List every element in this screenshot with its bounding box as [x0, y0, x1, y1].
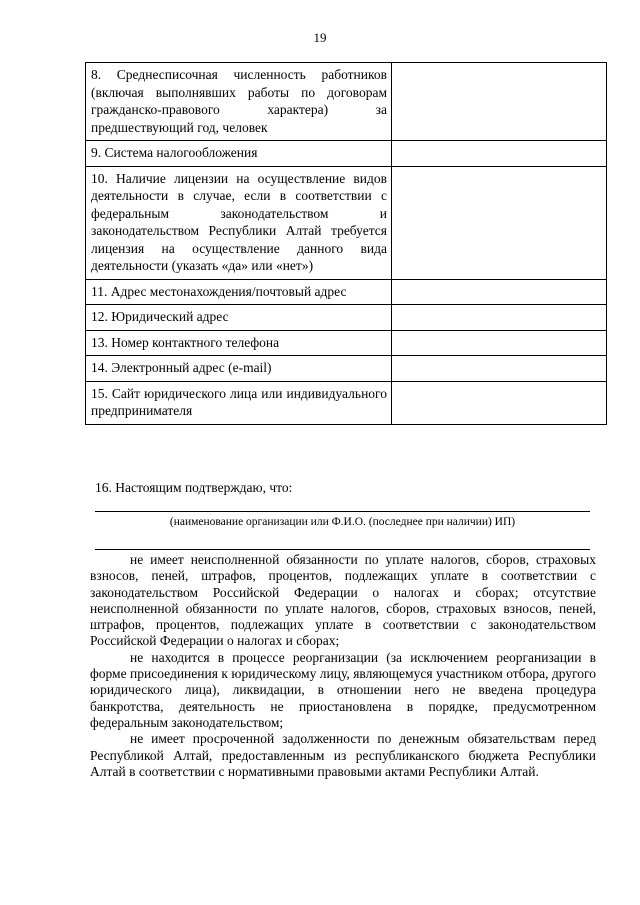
row-value-tax-system[interactable]: [392, 141, 607, 167]
row-label-phone: 13. Номер контактного телефона: [86, 330, 392, 356]
table-row: [86, 166, 607, 279]
row-label-website: 15. Сайт юридического лица или индивидуального предпринимателя: [86, 381, 392, 424]
organization-name-line-2: [95, 549, 590, 550]
table-row: [86, 381, 607, 424]
row-label-tax-system: 9. Система налогообложения: [86, 141, 392, 167]
table-row: [86, 305, 607, 331]
row-value-employees[interactable]: [392, 63, 607, 141]
organization-name-caption: (наименование организации или Ф.И.О. (последнее при наличии) ИП): [169, 516, 516, 528]
row-label-postal-address: 11. Адрес местонахождения/почтовый адрес: [86, 279, 392, 305]
row-value-legal-address[interactable]: [392, 305, 607, 331]
row-label-employees: 8. Среднесписочная численность работников (включая выполнявших работы по договорам гражданско-правового характера) за предшествующий год, человек: [86, 63, 392, 141]
confirmation-text: [90, 552, 596, 780]
row-value-postal-address[interactable]: [392, 279, 607, 305]
info-table: [85, 62, 607, 425]
confirmation-paragraph: не имеет неисполненной обязанности по уплате налогов, сборов, страховых взносов, пеней, штрафов, процентов, подлежащих уплате в соответствии с законодательством Российской Федерации о налогах и сборах; отсутствие неисполненной обязанности по уплате налогов, сборов, страховых взносов, пеней, штрафов, процентов, подлежащих уплате в соответствии с законодательством Российской Федерации о налогах и сборах;: [90, 552, 596, 649]
confirmation-heading: 16. Настоящим подтверждаю, что:: [95, 480, 293, 495]
row-value-email[interactable]: [392, 356, 607, 382]
confirmation-paragraph: не имеет просроченной задолженности по денежным обязательствам перед Республикой Алтай, предоставленным из республиканского бюджета Республики Алтай в соответствии с нормативными правовыми актами Республики Алтай.: [90, 731, 596, 779]
row-label-license: 10. Наличие лицензии на осуществление видов деятельности в случае, если в соответствии с федеральным законодательством и законодательством Республики Алтай требуется лицензия на осуществление данного вида деятельности (указать «да» или «нет»): [86, 166, 392, 279]
table-row: [86, 356, 607, 382]
row-value-license[interactable]: [392, 166, 607, 279]
table-row: [86, 279, 607, 305]
row-value-website[interactable]: [392, 381, 607, 424]
table-row: [86, 141, 607, 167]
confirmation-paragraph: не находится в процессе реорганизации (за исключением реорганизации в форме присоединения к юридическому лицу, являющемуся участником отбора, другого юридического лица), ликвидации, в отношении него не введена процедура банкротства, деятельность не приостановлена в порядке, предусмотренном федеральным законодательством;: [90, 649, 596, 730]
row-label-email: 14. Электронный адрес (e-mail): [86, 356, 392, 382]
row-value-phone[interactable]: [392, 330, 607, 356]
row-label-legal-address: 12. Юридический адрес: [86, 305, 392, 331]
table-row: [86, 330, 607, 356]
organization-name-line: [95, 511, 590, 512]
page-number: 19: [313, 30, 327, 45]
table-row: [86, 63, 607, 141]
